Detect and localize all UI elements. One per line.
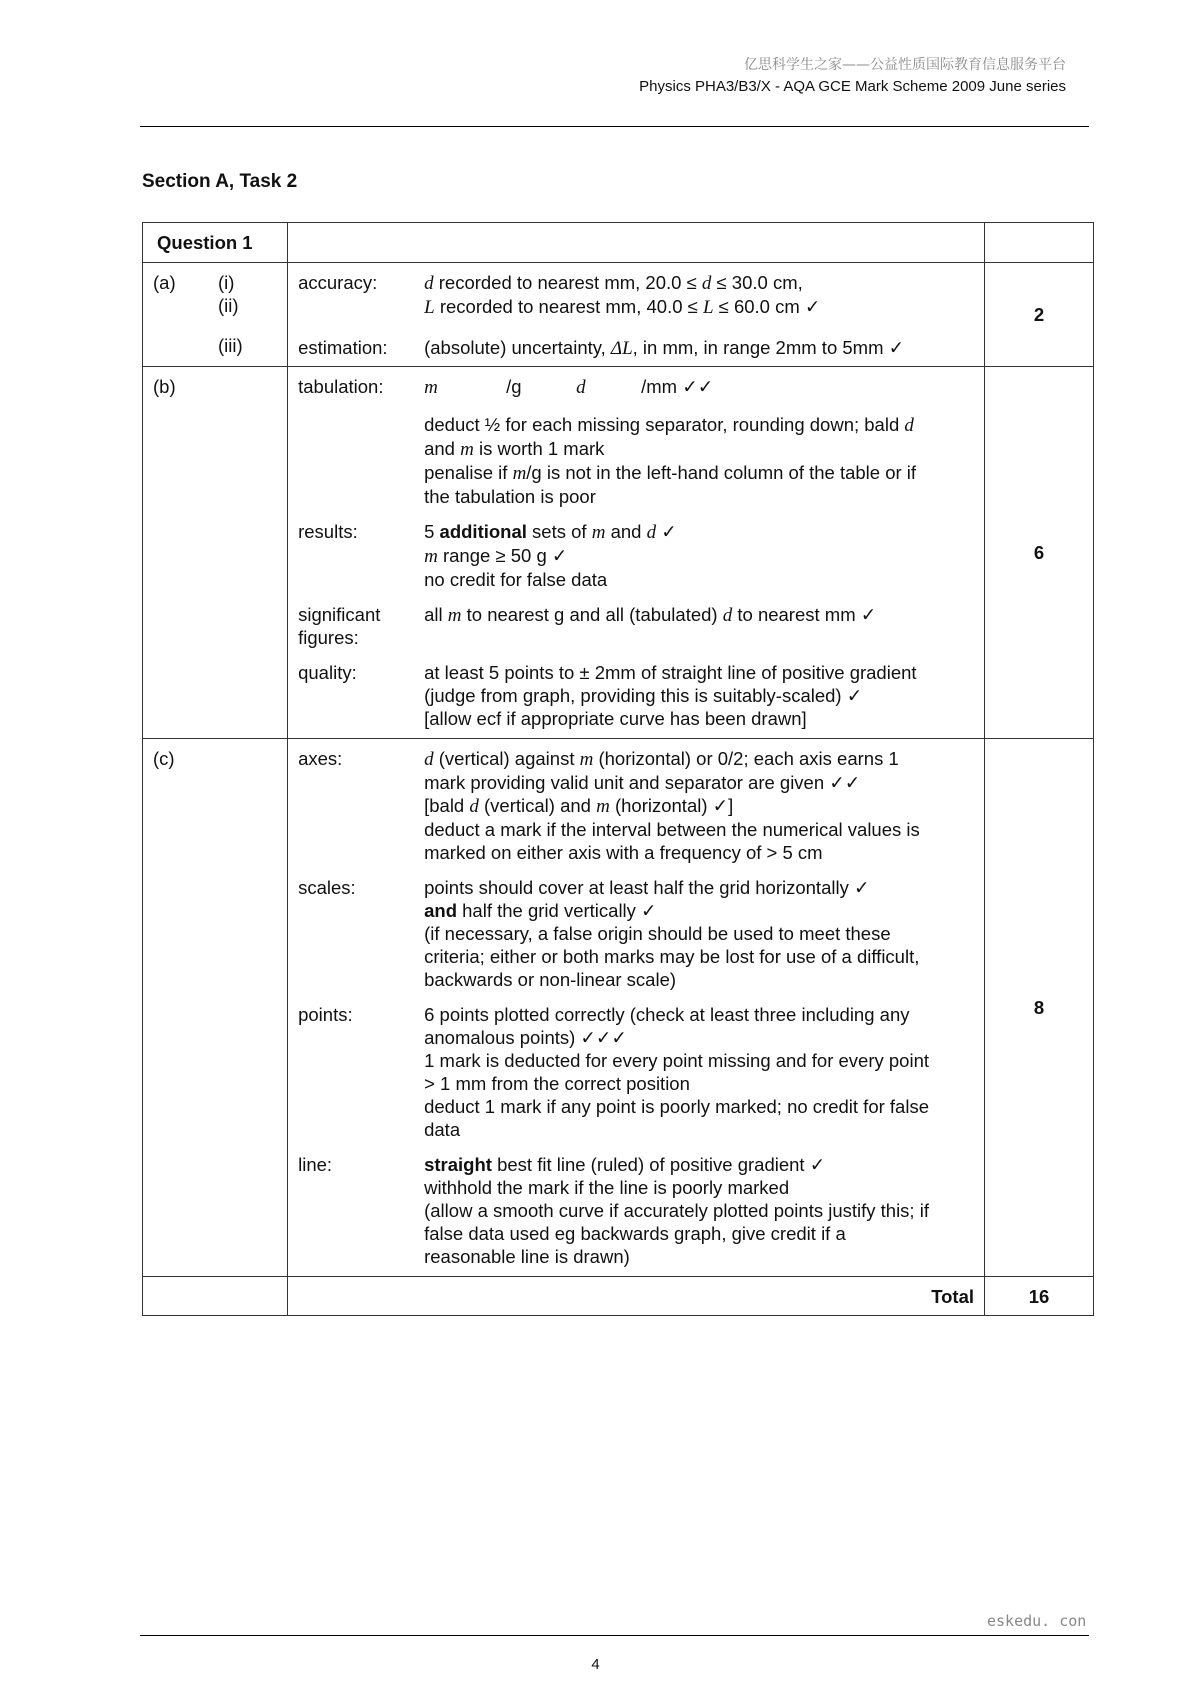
part-a-ii: (ii) <box>218 295 239 316</box>
quality-key: quality: <box>298 662 357 683</box>
axes-line-1: d (vertical) against m (horizontal) or 0/2; each axis earns 1 <box>424 748 899 770</box>
quality-line-1: at least 5 points to ± 2mm of straight line of positive gradient <box>424 662 917 683</box>
scales-line-5: backwards or non-linear scale) <box>424 969 677 990</box>
axes-line-3: [bald d (vertical) and m (horizontal) ✓] <box>424 795 734 817</box>
line-line-5: reasonable line is drawn) <box>424 1246 630 1267</box>
part-c-marks: 8 <box>985 739 1094 1277</box>
axes-key: axes: <box>298 748 343 769</box>
scales-row <box>298 876 974 991</box>
line-line-4: false data used eg backwards graph, give credit if a <box>424 1223 846 1244</box>
estimation-key: estimation: <box>298 337 388 358</box>
points-line-6: data <box>424 1119 461 1140</box>
points-line-5: deduct 1 mark if any point is poorly marked; no credit for false <box>424 1096 929 1117</box>
tabulation-note-4: the tabulation is poor <box>424 486 596 507</box>
results-key: results: <box>298 521 358 542</box>
part-a-i: (i) <box>218 272 235 293</box>
total-marks: 16 <box>985 1277 1094 1316</box>
total-empty-cell <box>143 1277 288 1316</box>
sigfig-key: significant figures: <box>298 604 381 648</box>
footer-site-text: eskedu. con <box>987 1612 1087 1630</box>
total-row <box>143 1277 1094 1316</box>
section-title: Section A, Task 2 <box>142 171 298 192</box>
tabulation-note-1: deduct ½ for each missing separator, rounding down; bald d <box>424 414 914 436</box>
part-a-criteria <box>288 263 985 367</box>
tabulation-note-3: penalise if m/g is not in the left-hand column of the table or if <box>424 462 917 484</box>
scales-line-4: criteria; either or both marks may be lost for use of a difficult, <box>424 946 920 967</box>
points-key: points: <box>298 1004 353 1025</box>
scales-line-2: and half the grid vertically ✓ <box>424 900 657 921</box>
part-a-label: (a) <box>153 272 176 293</box>
axes-row <box>298 747 974 864</box>
points-line-3: 1 mark is deducted for every point missing and for every point <box>424 1050 929 1071</box>
line-key: line: <box>298 1154 333 1175</box>
header-document-title: Physics PHA3/B3/X - AQA GCE Mark Scheme 2009 June series <box>639 78 1066 95</box>
part-a-label-cell <box>143 263 288 367</box>
quality-line-2: (judge from graph, providing this is suitably-scaled) ✓ <box>424 685 863 706</box>
part-a-iii: (iii) <box>218 335 243 356</box>
part-c-label-cell <box>143 739 288 1277</box>
results-line-2: m range ≥ 50 g ✓ <box>424 545 568 567</box>
quality-row <box>298 661 974 730</box>
accuracy-row <box>298 271 974 319</box>
part-b-label: (b) <box>153 376 176 397</box>
tabulation-note-2: and m is worth 1 mark <box>424 438 605 460</box>
line-line-3: (allow a smooth curve if accurately plotted points justify this; if <box>424 1200 929 1221</box>
table-header-row <box>143 223 1094 263</box>
accuracy-key: accuracy: <box>298 272 378 293</box>
header-empty-cell <box>288 223 985 263</box>
tabulation-key: tabulation: <box>298 376 384 397</box>
scales-key: scales: <box>298 877 356 898</box>
accuracy-line-1: d recorded to nearest mm, 20.0 ≤ d ≤ 30.0 cm, <box>424 272 803 294</box>
part-b-row <box>143 367 1094 739</box>
axes-line-5: marked on either axis with a frequency of > 5 cm <box>424 842 823 863</box>
estimation-row <box>298 336 974 360</box>
points-line-4: > 1 mm from the correct position <box>424 1073 690 1094</box>
results-line-3: no credit for false data <box>424 569 608 590</box>
estimation-text: (absolute) uncertainty, ΔL, in mm, in range 2mm to 5mm ✓ <box>424 337 905 359</box>
part-c-label: (c) <box>153 748 175 769</box>
tabulation-row <box>298 375 974 508</box>
footer-rule <box>140 1635 1089 1636</box>
results-row <box>298 520 974 591</box>
points-row <box>298 1003 974 1141</box>
part-a-marks: 2 <box>985 263 1094 367</box>
quality-line-3: [allow ecf if appropriate curve has been drawn] <box>424 708 807 729</box>
scales-line-1: points should cover at least half the grid horizontally ✓ <box>424 877 870 898</box>
tabulation-columns: m /g d /mm ✓✓ <box>424 376 714 398</box>
results-line-1: 5 additional sets of m and d ✓ <box>424 521 677 543</box>
line-row <box>298 1153 974 1268</box>
total-label: Total <box>288 1277 985 1316</box>
page-number: 4 <box>591 1656 600 1673</box>
part-b-criteria <box>288 367 985 739</box>
header-rule <box>140 126 1089 127</box>
sigfig-row <box>298 603 974 649</box>
header-chinese-text: 亿思科学生之家——公益性质国际教育信息服务平台 <box>744 57 1066 73</box>
axes-line-4: deduct a mark if the interval between the numerical values is <box>424 819 920 840</box>
header-marks-cell <box>985 223 1094 263</box>
accuracy-line-2: L recorded to nearest mm, 40.0 ≤ L ≤ 60.0 cm ✓ <box>424 296 821 318</box>
line-line-1: straight best fit line (ruled) of positive gradient ✓ <box>424 1154 826 1175</box>
part-c-criteria <box>288 739 985 1277</box>
scales-line-3: (if necessary, a false origin should be used to meet these <box>424 923 891 944</box>
part-c-row <box>143 739 1094 1277</box>
sigfig-text: all m to nearest g and all (tabulated) d to nearest mm ✓ <box>424 604 877 626</box>
part-b-marks: 6 <box>985 367 1094 739</box>
mark-scheme-table <box>142 222 1094 1316</box>
points-line-2: anomalous points) ✓✓✓ <box>424 1027 627 1048</box>
question-label: Question 1 <box>143 223 288 263</box>
line-line-2: withhold the mark if the line is poorly marked <box>424 1177 790 1198</box>
axes-line-2: mark providing valid unit and separator are given ✓✓ <box>424 772 861 793</box>
part-a-row <box>143 263 1094 367</box>
part-b-label-cell <box>143 367 288 739</box>
points-line-1: 6 points plotted correctly (check at least three including any <box>424 1004 910 1025</box>
